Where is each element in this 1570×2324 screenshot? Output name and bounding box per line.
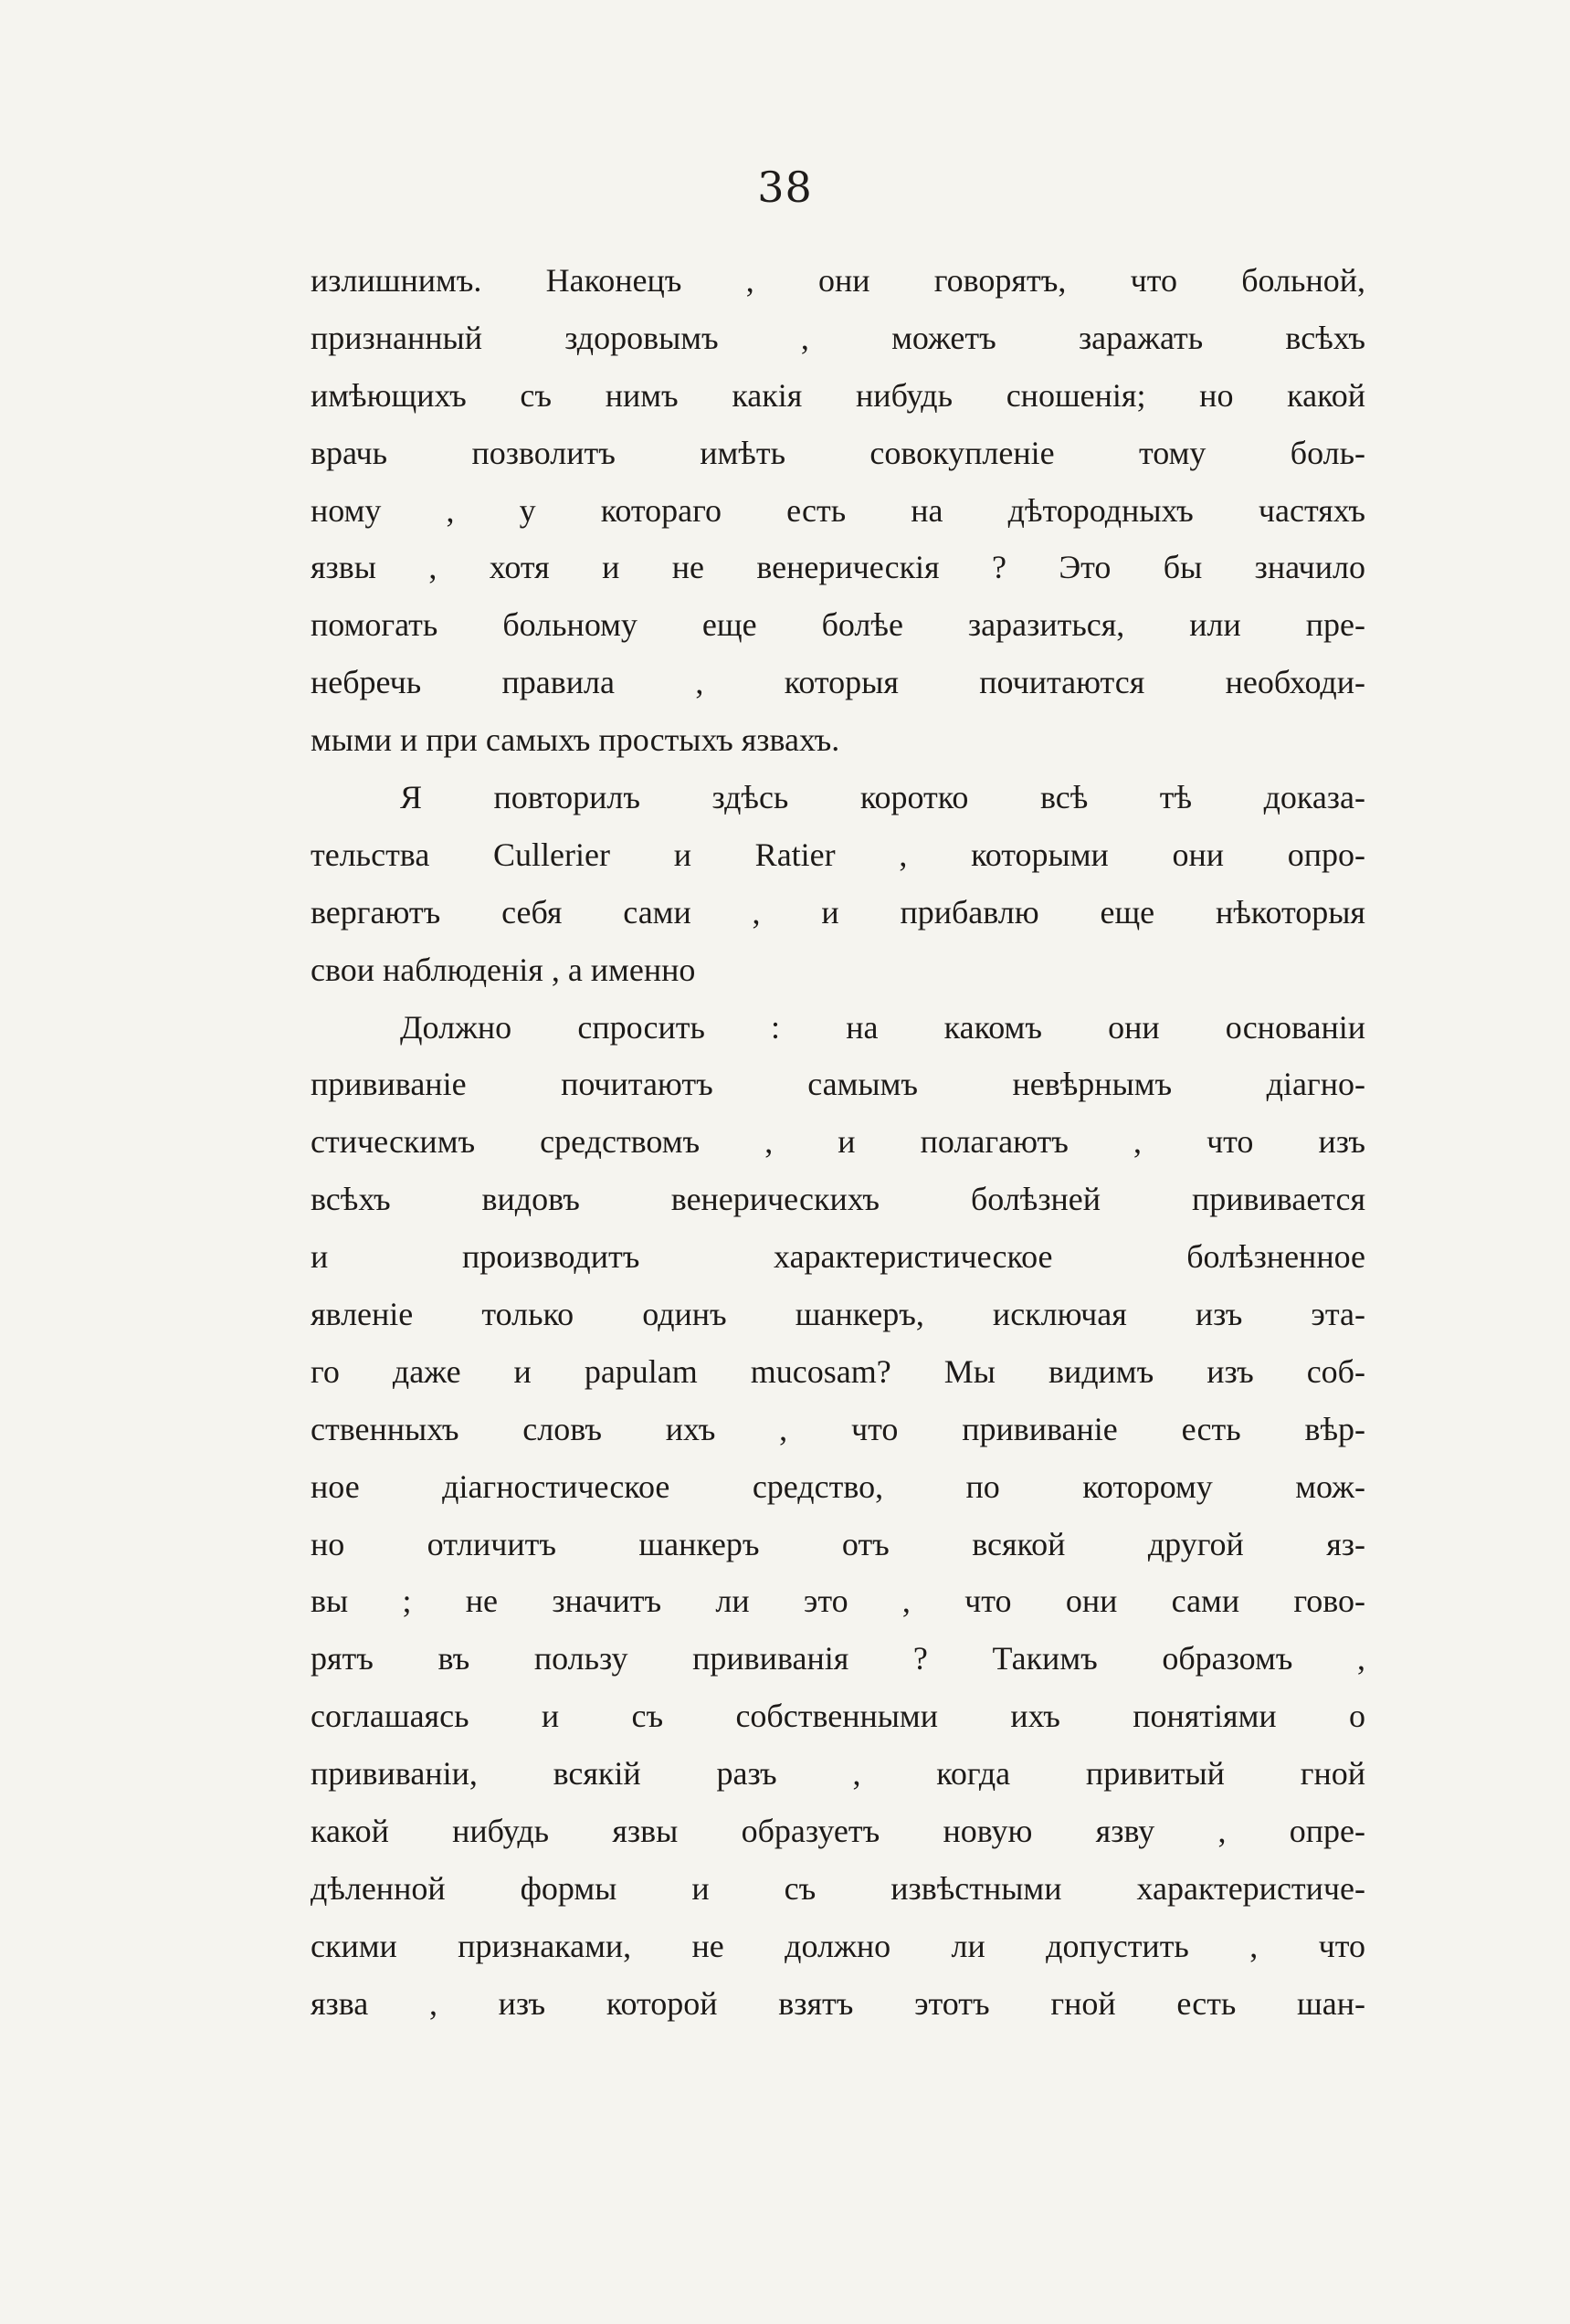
text-line: прививаніе почитаютъ самымъ невѣрнымъ діагно- xyxy=(311,1066,1365,1103)
text-line: го даже и papulam mucosam? Мы видимъ изъ соб- xyxy=(311,1352,1365,1390)
text-line: какой нибудь язвы образуетъ новую язву , опре- xyxy=(311,1813,1365,1850)
text-line: тельства Cullerier и Ratier , которыми они опро- xyxy=(311,836,1365,873)
text-line: помогать больному еще болѣе заразиться, или пре- xyxy=(311,606,1365,644)
text-line: язвы , хотя и не венерическія ? Это бы значило xyxy=(311,549,1365,586)
text-line: стическимъ средствомъ , и полагаютъ , что изъ xyxy=(311,1123,1365,1161)
text-line: язва , изъ которой взятъ этотъ гной есть шан- xyxy=(311,1984,1365,2022)
text-line: имѣющихъ съ нимъ какія нибудь сношенія; но какой xyxy=(311,376,1365,414)
text-line: вергаютъ себя сами , и прибавлю еще нѣкоторыя xyxy=(311,893,1365,931)
text-line: ное діагностическое средство, по которому мож- xyxy=(311,1467,1365,1505)
text-line: свои наблюденія , а именно xyxy=(311,951,696,988)
text-line: ственныхъ словъ ихъ , что прививаніе есть вѣр- xyxy=(311,1410,1365,1447)
text-line: вы ; не значитъ ли это , что они сами гово- xyxy=(311,1583,1365,1620)
page-number: 38 xyxy=(757,163,813,212)
text-line: дѣленной формы и съ извѣстными характеристиче- xyxy=(311,1869,1365,1907)
text-line: излишнимъ. Наконецъ , они говорятъ, что больной, xyxy=(311,262,1365,299)
text-line: небречь правила , которыя почитаются необходи- xyxy=(311,664,1365,701)
text-line: мыми и при самыхъ простыхъ язвахъ. xyxy=(311,721,840,759)
text-line: всѣхъ видовъ венерическихъ болѣзней прививается xyxy=(311,1181,1365,1218)
text-line: соглашаясь и съ собственными ихъ понятіями о xyxy=(311,1698,1365,1735)
text-line: признанный здоровымъ , можетъ заражать всѣхъ xyxy=(311,319,1365,356)
text-line: и производитъ характеристическое болѣзненное xyxy=(311,1238,1365,1276)
text-line: ному , у котораго есть на дѣтородныхъ частяхъ xyxy=(311,491,1365,529)
text-line: рятъ въ пользу прививанія ? Такимъ образомъ , xyxy=(311,1640,1365,1677)
text-line: Должно спросить : на какомъ они основаніи xyxy=(400,1008,1365,1046)
text-line: скими признаками, не должно ли допустить , что xyxy=(311,1927,1365,1964)
text-line: прививаніи, всякій разъ , когда привитый гной xyxy=(311,1755,1365,1793)
text-line: врачь позволитъ имѣть совокупленіе тому боль- xyxy=(311,434,1365,471)
text-line: Я повторилъ здѣсь коротко всѣ тѣ доказа- xyxy=(400,779,1365,816)
body-text xyxy=(311,252,1365,2033)
text-line: явленіе только одинъ шанкеръ, исключая изъ эта- xyxy=(311,1296,1365,1333)
text-line: но отличитъ шанкеръ отъ всякой другой яз- xyxy=(311,1525,1365,1562)
